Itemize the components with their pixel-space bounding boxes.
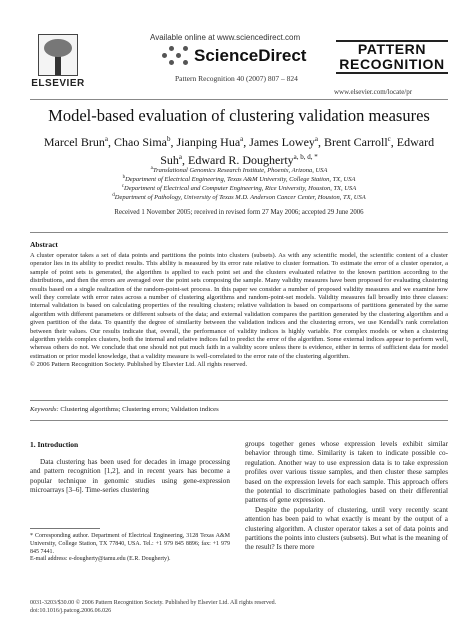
author-affil-marker: b [166,135,171,143]
abstract-text: A cluster operator takes a set of data points and partitions the points into clusters (subsets). As with any scientific model, the scientific content of a cluster operator lies in its ability to predict results. This ability is measured by its error rate relative to cluster formation. To estimate the error of a cluster operator, a sample of point sets is generated, the algorithm is applied to each point set and the clusters evaluated relative to the known partition according to the distributions, and then the errors are averaged over the point sets composing the sample. Many validity measures have been proposed for evaluating clustering results based on a single realization of the random-point-set process. In this paper we consider a number of proposed validity measures and we examine how well they correlate with error rates across a number of clustering algorithms and random-point-set models. Validity measures fall broadly into three classes: internal validation is based on calculating properties of the resulting clusters; relative validation is based on comparisons of partitions generated by the same algorithm with different parameters or different subsets of the data; and external validation compares the partition generated by the clustering algorithm and a given partition of the data. To quantify the degree of similarity between the validation indices and the clustering errors, we use Kendall's rank correlation between their values. Our results indicate that, overall, the performance of validity indices is highly variable. For complex models or when a clustering algorithm yields complex clusters, both the internal and relative indices fail to predict the error of the algorithm. Some external indices appear to perform well, whereas others do not. We conclude that one should not put much faith in a validity score unless there is evidence, either in terms of sufficient data for model estimation or prior model knowledge, that a validity measure is well-correlated to the error rate of the clustering algorithm. [30,252,448,360]
author-name: , Edward R. Dougherty [182,153,294,167]
issn-block [30,600,276,616]
keywords [30,406,219,413]
abstract-divider-bottom [30,420,448,421]
author-name: Marcel Brun [43,135,105,149]
keywords-label: Keywords: [30,406,59,413]
affiliation: $^b$Department of Electrical Engineering, Texas A&M University, College Station, TX, USA [122,175,356,184]
elsevier-tree-icon [38,34,78,76]
article-title: Model-based evaluation of clustering validation measures [48,106,430,125]
paragraph: Despite the popularity of clustering, until very recently scant attention has been paid to what exactly is meant by the output of a clustering algorithm. A cluster operator takes a set of data points and partitions the points into clusters (subsets). But what is the meaning of the result? Is there more [245,505,448,552]
author-name: , Jianping Hua [170,135,241,149]
footnote [30,533,230,564]
author-name: , Brent Carroll [318,135,388,149]
affiliation: $^d$Department of Pathology, University of Texas M.D. Anderson Cancer Center, Houston, TX, USA [112,193,366,202]
author-name: , Chao Sima [107,135,167,149]
paragraph: Data clustering has been used for decades in image processing and pattern recognition [1,2], and in recent years has become a popular technique in genomic studies using gene-expression microarrays [3–6]. Time-series clustering [30,458,230,495]
keywords-list: Clustering algorithms; Clustering errors; Validation indices [60,406,219,413]
author-name: , Edward Suh [160,135,435,167]
author-name: , James Lowey [243,135,315,149]
journal-logo [336,40,448,74]
issn-line: 0031-3203/$30.00 © 2006 Pattern Recognition Society. Published by Elsevier Ltd. All rights reserved. [30,600,277,606]
journal-reference: Pattern Recognition 40 (2007) 807 – 824 [175,74,298,83]
received-dates: Received 1 November 2005; received in revised form 27 May 2006; accepted 29 June 2006 [114,209,364,216]
author-affil-marker: a, b, d, * [293,153,318,161]
author-list [40,132,438,168]
affiliation: $^c$Department of Electrical and Computer Engineering, Rice University, Houston, TX, USA [121,184,357,193]
author-affil-marker: a [104,135,108,143]
available-online-text: Available online at www.sciencedirect.com [150,33,301,42]
author-affil-marker: a [240,135,244,143]
footnote-divider [30,528,100,529]
right-column [245,440,448,553]
copyright-text: © 2006 Pattern Recognition Society. Published by Elsevier Ltd. All rights reserved. [30,361,248,369]
keywords-divider [30,400,448,401]
author-affil-marker: a [314,135,319,143]
paragraph: groups together genes whose expression levels exhibit similar behavior through time. Similarity is taken to indicate possible co-regulation. Another way to use expression data is to take expression profiles over various tissue samples, and then cluster these samples based on the expression levels for each sample. This approach offers the potential to discriminate pathologies based on their differential patterns of gene expression. [245,440,448,505]
footnote-text: * Corresponding author. Department of Electrical Engineering, 3128 Texas A&M University, College Station, TX 77840, USA. Tel.: +1 979 845 8896; fax: +1 979 845 7441. [30,533,230,555]
abstract-divider-top [30,232,448,233]
author-affil-marker: c [387,135,391,143]
left-column [30,458,230,496]
sciencedirect-logo [160,44,306,68]
elsevier-logo [30,34,86,90]
abstract-heading: Abstract [30,240,58,249]
publisher-name: ELSEVIER [31,78,85,89]
header-divider [30,99,448,100]
sciencedirect-dots-icon [160,44,190,68]
section-heading: 1. Introduction [30,440,79,449]
journal-url-link[interactable]: www.elsevier.com/locate/pr [334,88,413,96]
journal-logo-line2: RECOGNITION [339,56,445,72]
abstract-body [30,252,448,370]
footnote-email: E-mail address: e-dougherty@tamu.edu (E.R. Dougherty). [30,556,171,563]
journal-logo-line1: PATTERN [357,41,427,57]
sciencedirect-wordmark: ScienceDirect [194,46,307,65]
author-affil-marker: a [178,153,183,161]
doi-link[interactable]: doi:10.1016/j.patcog.2006.06.026 [30,607,112,614]
affiliation: $^a$Translational Genomics Research Institute, Phoenix, Arizona, USA [150,166,328,175]
